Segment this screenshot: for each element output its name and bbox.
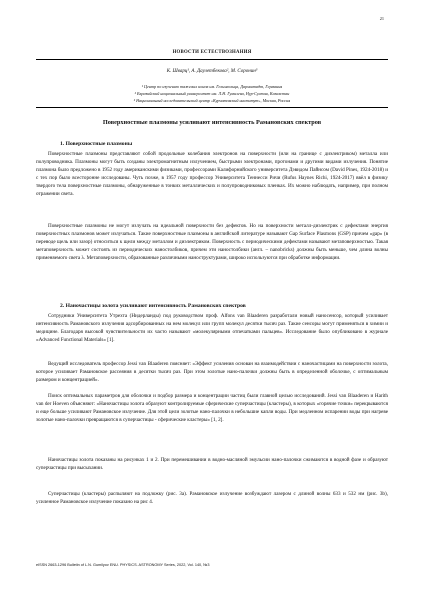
paragraph-2-1: Сотрудники Университета Утрехта (Нидерланды) под руководством проф. Alfons van Blaaderen разработали новый наносенсор, который усиливает интенсивность Рамановского излучения адсорбированных на нем молекул или групп молекул десятки тысяч раз. Такие сенсоры могут применяться в химии и медицине. Благодаря высокой чувствительности их часто называют «молекулярными отпечатками пальцев». Исследование было опубликовано в журнале «Advanced Functional Materials» [1]. <box>36 313 388 344</box>
paragraph-2-4: Наночастицы золота показаны на рисунках 1 и 2. При перемешивании в водно-масляной эмульсии нано-палочки сжимаются в водной фазе и образуют суперчастицы при высыхании. <box>36 457 388 472</box>
author-list: К. Шварц¹, А. Даулетбекова², М. Соронин³ <box>166 69 258 74</box>
article-title: Поверхностные плазмоны усиливают интенсивность Рамановских спектров <box>102 119 322 126</box>
affiliation-divider <box>36 107 388 108</box>
paragraph-2-5: Суперчастицы (кластеры) распыляют на подложку (рис. 3a). Рамановское излучение возбуждают лазером с длиной волны 633 и 532 нм (рис. 3b), усиленное Рамановское излучение показано на рис 4. <box>36 491 388 506</box>
affiliation-2: ² Евразийский национальный университет им. Л.Н. Гумилева, Нур-Султан, Казахстан <box>134 91 290 96</box>
journal-footer: eISSN 2663-1296 Bulletin of L.N. Gumilyov ENU. PHYSICS. ASTRONOMY Series, 2022, Vol. 140, №3 <box>36 563 210 567</box>
paragraph-2-3: Поиск оптимальных параметров для оболочки и подбор размера и концентрации частиц были главной целью исследований. Jessi van Blaaderen и Harith van der Hoeven объясняют: «Наночастицы золота образуют контролируемые сферические суперчастицы (кластеры), в которых «горячие точки» перекрываются и еще больше усиливают Рамановское излучение. Для этой цели золотые нано-палочки в небольшие капли воды. При медленном испарении воды при нагреве золотые нано-палочки превращаются в суперчастицы - сферические кластеры» [1, 2]. <box>36 393 388 424</box>
journal-section-header: НОВОСТИ ЕСТЕСТВОЗНАНИЯ <box>172 50 252 55</box>
header-divider <box>36 59 388 60</box>
paragraph-1-1: Поверхностные плазмоны представляют собой продольные колебания электронов на поверхности (или на границе с диэлектриком) металла или полупроводника. Плазмоны могут быть созданы электромагнитным излучением, быстрыми электронами, протонами и другими видами излучения. Понятие плазмона было предложено в 1952 году американскими физиками, профессорами Калифорнийского университета Дэвидом Пайнсом (David Pines, 1924-2018) и с тех пор было всесторонне исследованы. Чуть позже, в 1957 году профессор Университета Теннесси Ричи (Rufus Haynes Richi, 1924-2017) ввёл в физику твердого тела поверхностные плазмоны, обнаруженные в тонких металлических и полупроводниковых пленках. Их можно наблюдать, например, при полном отражении света. <box>36 151 388 198</box>
paragraph-2-2: Ведущий исследователь профессор Jessi van Blaaderen поясняет: «Эффект усиления основан на взаимодействии с наночастицами на поверхности золота, которое усиливает Рамановское рассеяния в десятки тысяч раз. При этом золотые нано-палочки должны быть в определенной оболочке, с оптимальным размером и концентрацией». <box>36 361 388 384</box>
paragraph-1-2: Поверхностные плазмоны не могут излучать на идеальной поверхности без дефектов. Но на поверхности металл-диэлектрик с дефектами энергия поверхностных плазмонов может излучаться. Такие поверхностные плазмоны в английской литературе называют Gap Surface Plasmons (GSP) причем «gap» (в переводе щель или зазор) относиться к щели между металлом и диэлектриком. Поверхность с периодическими дефектами называют метаповерхностью. Такая метаповерхность может состоять из периодических наностолбиков, причем эти наностолбики (англ. – nanobricks) должны быть меньше, чем длина волны применяемого света λ. Метаповерхности, образованные различными наноструктурами, широко используются при обработке информации. <box>36 223 388 262</box>
section-heading-1: 1. Поверхностные плазмоны <box>60 141 133 147</box>
section-heading-2: 2. Наночастицы золота усиливают интенсивность Рамановских спектров <box>60 303 246 309</box>
affiliation-1: ¹ Центр по изучению тяжелых ионов им. Гельмгольца, Дармштадт, Германия <box>141 84 283 89</box>
page-number: 21 <box>379 16 384 21</box>
affiliation-3: ³ Национальный исследовательский центр «Курчатовский институт», Москва, Россия <box>133 98 291 103</box>
